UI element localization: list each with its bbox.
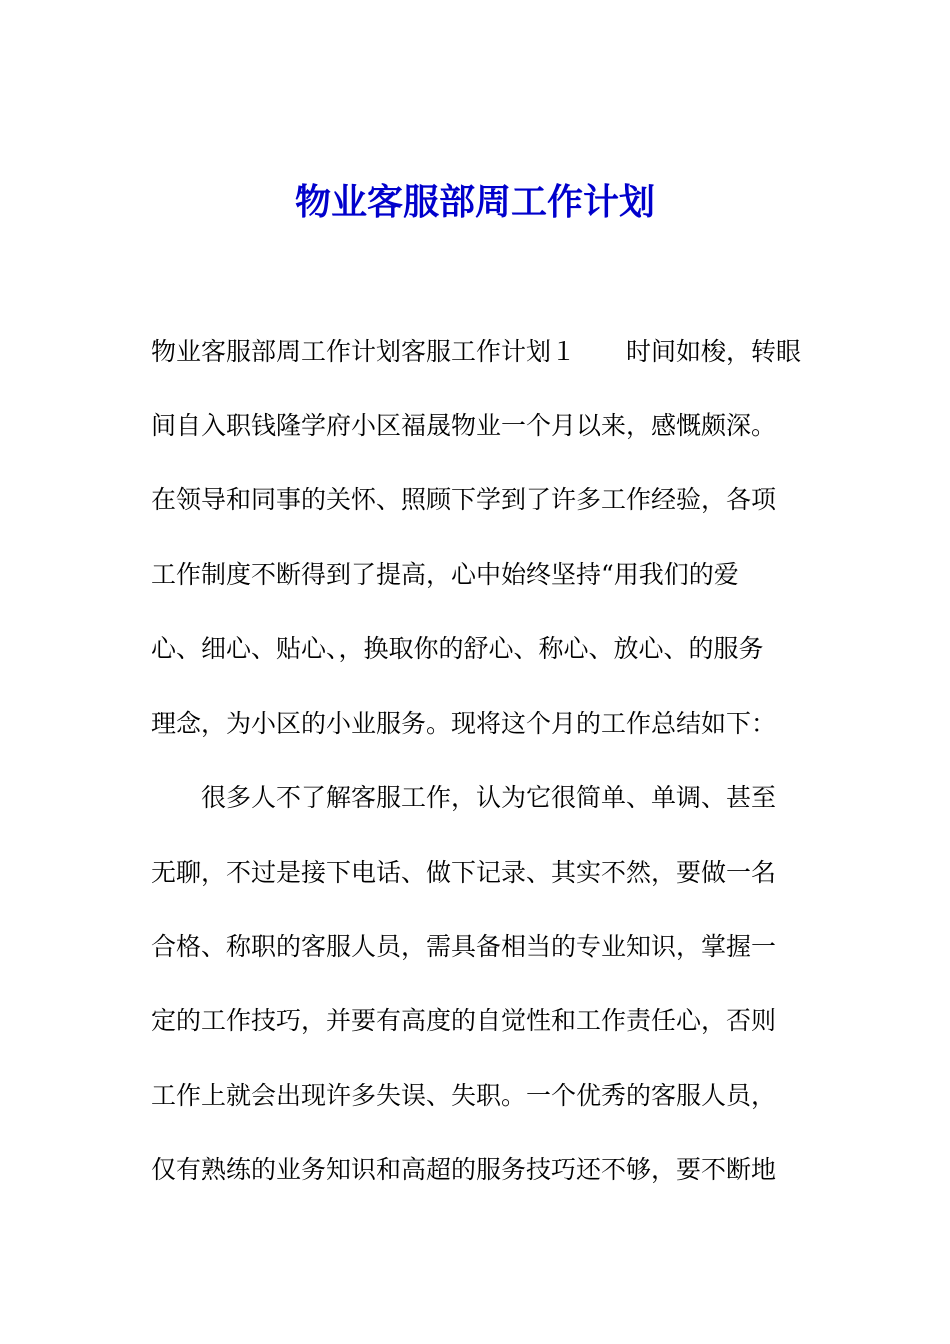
paragraph2-line2: 无聊，不过是接下电话、做下记录、其实不然，要做一名: [151, 858, 777, 887]
paragraph2-line1-text: 很多人不了解客服工作，认为它很简单、单调、甚至: [201, 783, 777, 812]
paragraph2-line1: [151, 780, 811, 816]
paragraph2-line5: 工作上就会出现许多失误、失职。一个优秀的客服人员，: [151, 1081, 777, 1110]
paragraph2-line4: 定的工作技巧，并要有高度的自觉性和工作责任心，否则: [151, 1006, 777, 1035]
paragraph1-line2: 间自入职钱隆学府小区福晟物业一个月以来，感慨颇深。: [151, 411, 777, 440]
paragraph1-line1: [151, 334, 811, 370]
paragraph1-line4: 工作制度不断得到了提高，心中始终坚持“用我们的爱: [151, 560, 739, 589]
paragraph2-line6: 仅有熟练的业务知识和高超的服务技巧还不够，要不断地: [151, 1155, 777, 1184]
paragraph2-line3: 合格、称职的客服人员，需具备相当的专业知识，掌握一: [151, 932, 777, 961]
paragraph1-line1-part-b: 时间如梭，转眼: [626, 337, 802, 366]
paragraph1-line1-part-a: 物业客服部周工作计划客服工作计划１: [151, 337, 577, 366]
paragraph1-line6: 理念，为小区的小业服务。现将这个月的工作总结如下：: [151, 709, 777, 738]
paragraph1-line5: 心、细心、贴心、，换取你的舒心、称心、放心、的服务: [151, 634, 764, 663]
document-title: 物业客服部周工作计划: [294, 182, 655, 223]
paragraph1-line3: 在领导和同事的关怀、照顾下学到了许多工作经验，各项: [151, 485, 777, 514]
